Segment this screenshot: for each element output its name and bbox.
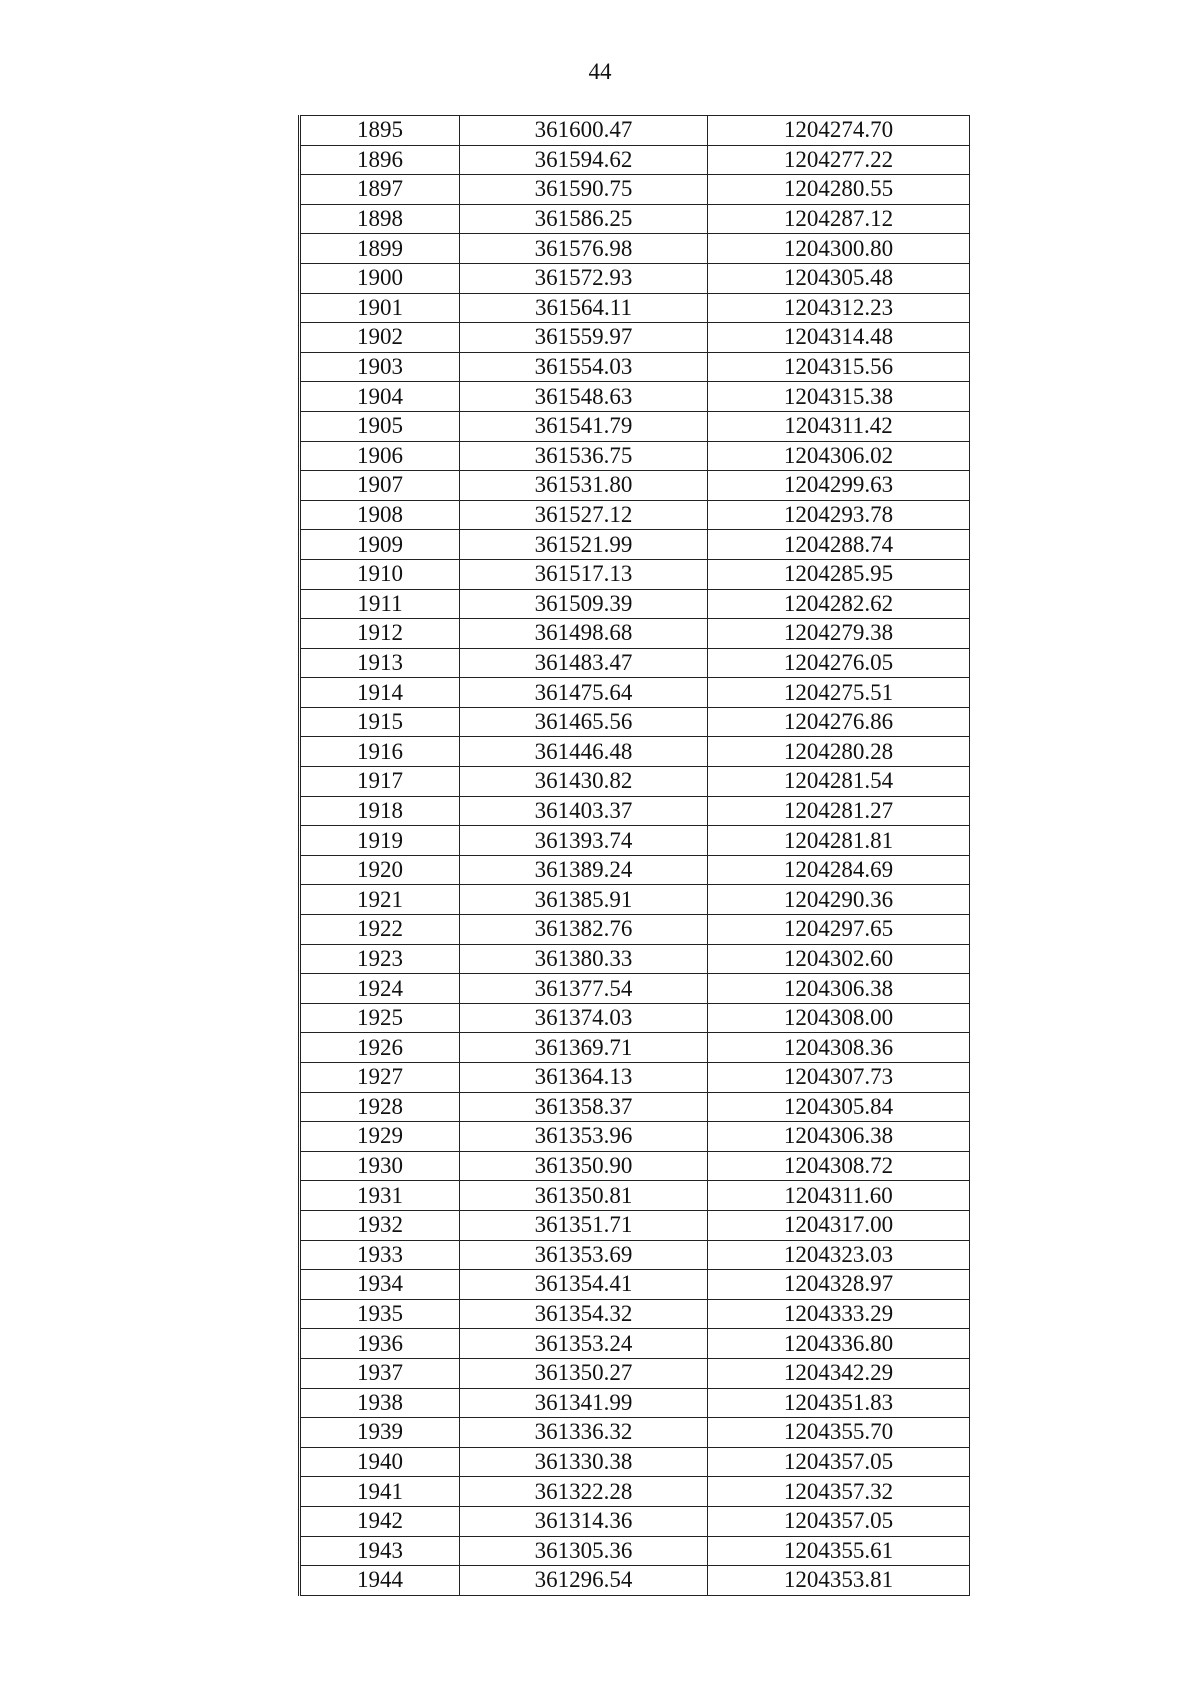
table-row [300, 411, 970, 441]
x-coordinate-cell: 361358.37 [460, 1092, 708, 1122]
page-number: 44 [588, 59, 612, 84]
table-row [300, 1506, 970, 1536]
y-coordinate-cell: 1204311.42 [708, 411, 970, 441]
point-number-cell: 1942 [300, 1506, 460, 1536]
point-number-cell: 1938 [300, 1388, 460, 1418]
point-number-cell: 1902 [300, 323, 460, 353]
point-number-cell: 1927 [300, 1063, 460, 1093]
point-number-cell: 1896 [300, 145, 460, 175]
table-row [300, 1447, 970, 1477]
point-number-cell: 1930 [300, 1151, 460, 1181]
x-coordinate-cell: 361380.33 [460, 944, 708, 974]
y-coordinate-cell: 1204357.32 [708, 1477, 970, 1507]
x-coordinate-cell: 361369.71 [460, 1033, 708, 1063]
table-row [300, 915, 970, 945]
table-row [300, 1033, 970, 1063]
x-coordinate-cell: 361336.32 [460, 1418, 708, 1448]
table-row [300, 204, 970, 234]
x-coordinate-cell: 361559.97 [460, 323, 708, 353]
y-coordinate-cell: 1204312.23 [708, 293, 970, 323]
table-row [300, 1181, 970, 1211]
y-coordinate-cell: 1204288.74 [708, 530, 970, 560]
x-coordinate-cell: 361430.82 [460, 767, 708, 797]
x-coordinate-cell: 361374.03 [460, 1003, 708, 1033]
point-number-cell: 1897 [300, 175, 460, 205]
point-number-cell: 1939 [300, 1418, 460, 1448]
point-number-cell: 1923 [300, 944, 460, 974]
x-coordinate-cell: 361353.96 [460, 1122, 708, 1152]
x-coordinate-cell: 361350.81 [460, 1181, 708, 1211]
y-coordinate-cell: 1204353.81 [708, 1566, 970, 1596]
x-coordinate-cell: 361541.79 [460, 411, 708, 441]
point-number-cell: 1914 [300, 678, 460, 708]
x-coordinate-cell: 361509.39 [460, 589, 708, 619]
table-row [300, 767, 970, 797]
table-row [300, 885, 970, 915]
x-coordinate-cell: 361483.47 [460, 648, 708, 678]
y-coordinate-cell: 1204299.63 [708, 471, 970, 501]
x-coordinate-cell: 361594.62 [460, 145, 708, 175]
y-coordinate-cell: 1204280.55 [708, 175, 970, 205]
y-coordinate-cell: 1204357.05 [708, 1447, 970, 1477]
y-coordinate-cell: 1204342.29 [708, 1358, 970, 1388]
x-coordinate-cell: 361393.74 [460, 826, 708, 856]
point-number-cell: 1944 [300, 1566, 460, 1596]
table-row [300, 796, 970, 826]
point-number-cell: 1908 [300, 500, 460, 530]
point-number-cell: 1921 [300, 885, 460, 915]
x-coordinate-cell: 361554.03 [460, 352, 708, 382]
x-coordinate-cell: 361350.90 [460, 1151, 708, 1181]
point-number-cell: 1913 [300, 648, 460, 678]
x-coordinate-cell: 361475.64 [460, 678, 708, 708]
point-number-cell: 1925 [300, 1003, 460, 1033]
x-coordinate-cell: 361354.41 [460, 1270, 708, 1300]
table-row [300, 471, 970, 501]
y-coordinate-cell: 1204282.62 [708, 589, 970, 619]
x-coordinate-cell: 361322.28 [460, 1477, 708, 1507]
x-coordinate-cell: 361351.71 [460, 1210, 708, 1240]
point-number-cell: 1895 [300, 116, 460, 146]
x-coordinate-cell: 361354.32 [460, 1299, 708, 1329]
table-row [300, 1003, 970, 1033]
table-row [300, 1122, 970, 1152]
point-number-cell: 1928 [300, 1092, 460, 1122]
x-coordinate-cell: 361353.24 [460, 1329, 708, 1359]
y-coordinate-cell: 1204306.38 [708, 974, 970, 1004]
y-coordinate-cell: 1204281.54 [708, 767, 970, 797]
table-row [300, 559, 970, 589]
point-number-cell: 1918 [300, 796, 460, 826]
x-coordinate-cell: 361446.48 [460, 737, 708, 767]
x-coordinate-cell: 361382.76 [460, 915, 708, 945]
y-coordinate-cell: 1204314.48 [708, 323, 970, 353]
x-coordinate-cell: 361389.24 [460, 855, 708, 885]
table-row [300, 352, 970, 382]
y-coordinate-cell: 1204300.80 [708, 234, 970, 264]
table-row [300, 1358, 970, 1388]
y-coordinate-cell: 1204274.70 [708, 116, 970, 146]
y-coordinate-cell: 1204287.12 [708, 204, 970, 234]
y-coordinate-cell: 1204285.95 [708, 559, 970, 589]
point-number-cell: 1900 [300, 263, 460, 293]
table-row [300, 1299, 970, 1329]
y-coordinate-cell: 1204336.80 [708, 1329, 970, 1359]
table-row [300, 974, 970, 1004]
table-row [300, 323, 970, 353]
y-coordinate-cell: 1204306.38 [708, 1122, 970, 1152]
table-row [300, 678, 970, 708]
table-row [300, 441, 970, 471]
y-coordinate-cell: 1204317.00 [708, 1210, 970, 1240]
x-coordinate-cell: 361517.13 [460, 559, 708, 589]
table-row [300, 263, 970, 293]
point-number-cell: 1898 [300, 204, 460, 234]
x-coordinate-cell: 361548.63 [460, 382, 708, 412]
x-coordinate-cell: 361572.93 [460, 263, 708, 293]
point-number-cell: 1910 [300, 559, 460, 589]
y-coordinate-cell: 1204351.83 [708, 1388, 970, 1418]
x-coordinate-cell: 361600.47 [460, 116, 708, 146]
y-coordinate-cell: 1204276.05 [708, 648, 970, 678]
y-coordinate-cell: 1204315.56 [708, 352, 970, 382]
y-coordinate-cell: 1204357.05 [708, 1506, 970, 1536]
x-coordinate-cell: 361536.75 [460, 441, 708, 471]
point-number-cell: 1933 [300, 1240, 460, 1270]
y-coordinate-cell: 1204281.81 [708, 826, 970, 856]
table-row [300, 648, 970, 678]
point-number-cell: 1929 [300, 1122, 460, 1152]
y-coordinate-cell: 1204276.86 [708, 707, 970, 737]
table-row [300, 619, 970, 649]
point-number-cell: 1922 [300, 915, 460, 945]
point-number-cell: 1940 [300, 1447, 460, 1477]
table-row [300, 1329, 970, 1359]
y-coordinate-cell: 1204308.36 [708, 1033, 970, 1063]
table-row [300, 145, 970, 175]
x-coordinate-cell: 361296.54 [460, 1566, 708, 1596]
y-coordinate-cell: 1204308.00 [708, 1003, 970, 1033]
x-coordinate-cell: 361403.37 [460, 796, 708, 826]
y-coordinate-cell: 1204290.36 [708, 885, 970, 915]
table-row [300, 1566, 970, 1596]
point-number-cell: 1937 [300, 1358, 460, 1388]
y-coordinate-cell: 1204279.38 [708, 619, 970, 649]
x-coordinate-cell: 361465.56 [460, 707, 708, 737]
y-coordinate-cell: 1204293.78 [708, 500, 970, 530]
x-coordinate-cell: 361527.12 [460, 500, 708, 530]
x-coordinate-cell: 361586.25 [460, 204, 708, 234]
coordinates-table-body [300, 116, 970, 1596]
table-row [300, 1270, 970, 1300]
x-coordinate-cell: 361498.68 [460, 619, 708, 649]
y-coordinate-cell: 1204308.72 [708, 1151, 970, 1181]
y-coordinate-cell: 1204355.61 [708, 1536, 970, 1566]
point-number-cell: 1943 [300, 1536, 460, 1566]
table-row [300, 707, 970, 737]
y-coordinate-cell: 1204311.60 [708, 1181, 970, 1211]
x-coordinate-cell: 361377.54 [460, 974, 708, 1004]
y-coordinate-cell: 1204284.69 [708, 855, 970, 885]
y-coordinate-cell: 1204305.48 [708, 263, 970, 293]
table-row [300, 826, 970, 856]
y-coordinate-cell: 1204323.03 [708, 1240, 970, 1270]
point-number-cell: 1915 [300, 707, 460, 737]
y-coordinate-cell: 1204307.73 [708, 1063, 970, 1093]
table-row [300, 1063, 970, 1093]
table-row [300, 500, 970, 530]
y-coordinate-cell: 1204306.02 [708, 441, 970, 471]
point-number-cell: 1911 [300, 589, 460, 619]
point-number-cell: 1901 [300, 293, 460, 323]
table-row [300, 944, 970, 974]
point-number-cell: 1912 [300, 619, 460, 649]
point-number-cell: 1941 [300, 1477, 460, 1507]
y-coordinate-cell: 1204355.70 [708, 1418, 970, 1448]
table-row [300, 1418, 970, 1448]
x-coordinate-cell: 361364.13 [460, 1063, 708, 1093]
y-coordinate-cell: 1204277.22 [708, 145, 970, 175]
x-coordinate-cell: 361564.11 [460, 293, 708, 323]
y-coordinate-cell: 1204305.84 [708, 1092, 970, 1122]
y-coordinate-cell: 1204281.27 [708, 796, 970, 826]
point-number-cell: 1926 [300, 1033, 460, 1063]
point-number-cell: 1931 [300, 1181, 460, 1211]
table-row [300, 175, 970, 205]
point-number-cell: 1935 [300, 1299, 460, 1329]
coordinates-table [298, 115, 970, 1596]
point-number-cell: 1906 [300, 441, 460, 471]
x-coordinate-cell: 361350.27 [460, 1358, 708, 1388]
x-coordinate-cell: 361385.91 [460, 885, 708, 915]
point-number-cell: 1919 [300, 826, 460, 856]
table-row [300, 1477, 970, 1507]
point-number-cell: 1904 [300, 382, 460, 412]
table-row [300, 293, 970, 323]
table-row [300, 1240, 970, 1270]
x-coordinate-cell: 361314.36 [460, 1506, 708, 1536]
point-number-cell: 1907 [300, 471, 460, 501]
x-coordinate-cell: 361353.69 [460, 1240, 708, 1270]
x-coordinate-cell: 361576.98 [460, 234, 708, 264]
point-number-cell: 1932 [300, 1210, 460, 1240]
table-row [300, 1092, 970, 1122]
point-number-cell: 1936 [300, 1329, 460, 1359]
point-number-cell: 1917 [300, 767, 460, 797]
point-number-cell: 1934 [300, 1270, 460, 1300]
table-row [300, 382, 970, 412]
table-row [300, 1536, 970, 1566]
x-coordinate-cell: 361531.80 [460, 471, 708, 501]
table-row [300, 234, 970, 264]
y-coordinate-cell: 1204315.38 [708, 382, 970, 412]
table-row [300, 737, 970, 767]
y-coordinate-cell: 1204280.28 [708, 737, 970, 767]
x-coordinate-cell: 361330.38 [460, 1447, 708, 1477]
table-row [300, 116, 970, 146]
y-coordinate-cell: 1204302.60 [708, 944, 970, 974]
table-row [300, 1210, 970, 1240]
point-number-cell: 1924 [300, 974, 460, 1004]
y-coordinate-cell: 1204275.51 [708, 678, 970, 708]
point-number-cell: 1909 [300, 530, 460, 560]
table-row [300, 1388, 970, 1418]
point-number-cell: 1903 [300, 352, 460, 382]
x-coordinate-cell: 361341.99 [460, 1388, 708, 1418]
x-coordinate-cell: 361590.75 [460, 175, 708, 205]
y-coordinate-cell: 1204333.29 [708, 1299, 970, 1329]
point-number-cell: 1920 [300, 855, 460, 885]
table-row [300, 1151, 970, 1181]
table-row [300, 530, 970, 560]
y-coordinate-cell: 1204328.97 [708, 1270, 970, 1300]
x-coordinate-cell: 361305.36 [460, 1536, 708, 1566]
table-row [300, 589, 970, 619]
point-number-cell: 1916 [300, 737, 460, 767]
table-row [300, 855, 970, 885]
y-coordinate-cell: 1204297.65 [708, 915, 970, 945]
x-coordinate-cell: 361521.99 [460, 530, 708, 560]
point-number-cell: 1905 [300, 411, 460, 441]
point-number-cell: 1899 [300, 234, 460, 264]
